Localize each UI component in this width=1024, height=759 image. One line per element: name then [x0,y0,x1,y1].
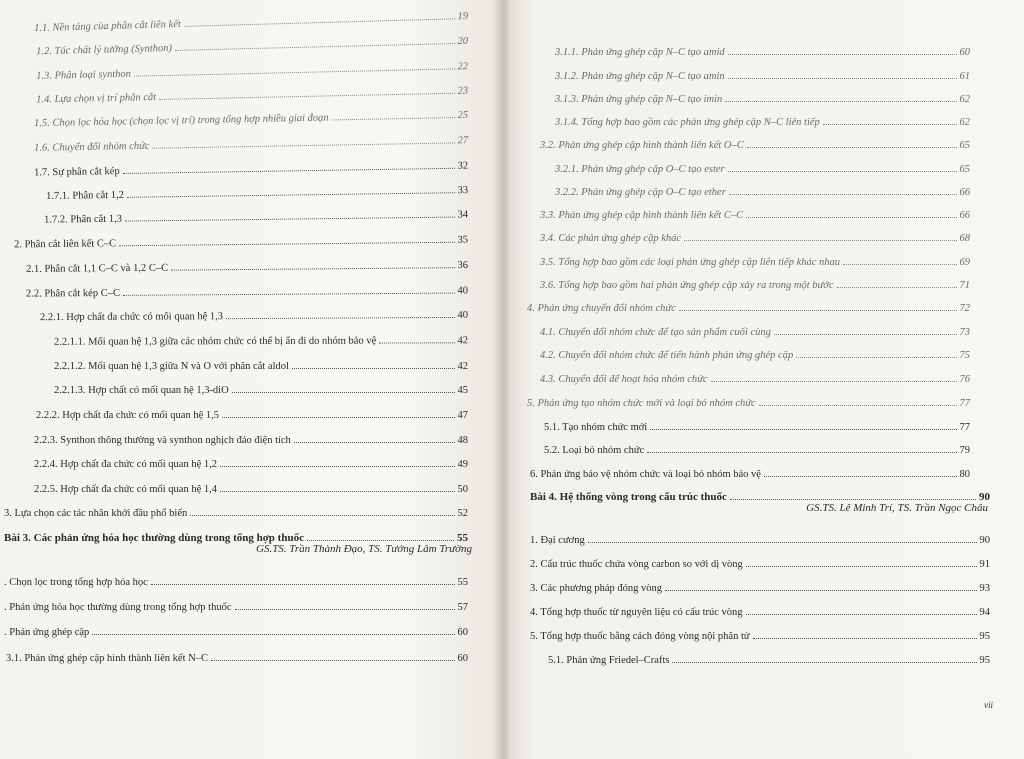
toc-entry: 3. Lựa chọn các tác nhân khởi đầu phổ biến 52 [4,508,468,519]
toc-entry: 2.2.2. Hợp chất đa chức có mối quan hệ 1,5 47 [36,410,468,421]
toc-entry: 2.2.1.3. Hợp chất có mối quan hệ 1,3-diO 45 [54,385,468,396]
toc-entry: 5. Phản ứng tạo nhóm chức mới và loại bỏ nhóm chức 77 [527,398,970,409]
toc-entry: . Phản ứng ghép cặp 60 [4,627,468,638]
page-number: vii [984,700,993,710]
toc-entry: 1.2. Tác chất lý tưởng (Synthon) 20 [36,35,469,58]
toc-entry: 2.2. Phân cắt kép C–C 40 [25,285,469,300]
toc-entry: 6. Phản ứng bảo vệ nhóm chức và loại bỏ nhóm bảo vệ 80 [530,469,970,480]
toc-entry: 4.2. Chuyển đổi nhóm chức để tiến hành phản ứng ghép cặp 75 [540,350,970,361]
toc-entry: 3.2.1. Phản ứng ghép cặp O–C tạo ester 65 [555,164,970,175]
toc-entry: 3. Các phương pháp đóng vòng 93 [530,583,990,594]
toc-entry: 1.4. Lựa chọn vị trí phân cắt 23 [36,85,469,106]
toc-entry: 2. Phân cắt liên kết C–C 35 [14,234,469,251]
toc-entry: 3.1.2. Phản ứng ghép cặp N–C tạo amin 61 [555,71,970,82]
toc-entry: 5. Tổng hợp thuốc bằng cách đóng vòng nội phân tử 95 [530,631,990,642]
toc-entry: 3.4. Các phản ứng ghép cặp khác 68 [540,233,970,244]
toc-chapter-entry: Bài 3. Các phản ứng hóa học thường dùng trong tổng hợp thuốc 55 [4,532,468,544]
book-gutter [493,0,511,759]
toc-entry: 2.2.1.1. Mối quan hệ 1,3 giữa các nhóm chức có thể bị ẩn đi do nhóm bảo vệ 42 [53,335,469,348]
toc-entry: 1.6. Chuyển đổi nhóm chức 27 [34,135,469,154]
toc-entry: 4. Phản ứng chuyển đổi nhóm chức 72 [527,303,970,314]
toc-entry: 4.1. Chuyển đổi nhóm chức để tạo sản phẩm cuối cùng 73 [540,327,970,338]
toc-entry: 3.6. Tổng hợp bao gồm hai phản ứng ghép cặp xảy ra trong một bước 71 [540,280,970,291]
toc-entry: 3.2.2. Phản ứng ghép cặp O–C tạo ether 66 [555,187,970,198]
toc-entry: 4.3. Chuyển đổi để hoạt hóa nhóm chức 76 [540,374,970,385]
toc-entry: 3.1.4. Tổng hợp bao gồm các phản ứng ghép cặp N–C liên tiếp 62 [555,117,970,128]
toc-entry: 1.1. Nền tảng của phân cắt liên kết 19 [34,10,469,35]
chapter-author: GS.TS. Lê Minh Trí, TS. Trần Ngọc Châu [806,502,988,514]
toc-entry: 2. Cấu trúc thuốc chứa vòng carbon so với dị vòng 91 [530,559,990,570]
toc-entry: 1.5. Chọn lọc hóa học (chọn lọc vị trí) trong tổng hợp nhiều giai đoạn 25 [34,109,469,130]
toc-entry: 2.1. Phân cắt 1,1 C–C và 1,2 C–C 36 [25,260,469,275]
toc-entry: 2.2.3. Synthon thông thường và synthon nghịch đảo điện tích 48 [34,435,468,446]
toc-entry: 3.5. Tổng hợp bao gồm các loại phản ứng ghép cặp liên tiếp khác nhau 69 [540,257,970,268]
toc-entry: 2.2.4. Hợp chất đa chức có mối quan hệ 1,2 49 [34,459,468,470]
toc-entry: 2.2.1. Hợp chất đa chức có mối quan hệ 1,3 40 [39,309,469,324]
toc-entry: 5.1. Phản ứng Friedel–Crafts 95 [548,655,990,666]
toc-entry: 1.7. Sự phân cắt kép 32 [34,160,469,179]
toc-entry: 3.3. Phản ứng ghép cặp hình thành liên kết C–C 66 [540,210,970,221]
toc-entry: 1. Đại cương 90 [530,535,990,546]
toc-entry: 3.1.3. Phản ứng ghép cặp N–C tạo imin 62 [555,94,970,105]
toc-entry: 1.7.1. Phân cắt 1,2 33 [46,185,469,202]
toc-entry: 3.1. Phản ứng ghép cặp hình thành liên kết N–C 60 [6,653,468,664]
toc-chapter-entry: Bài 4. Hệ thống vòng trong cấu trúc thuốc 90 [530,491,990,503]
toc-entry: 5.2. Loại bỏ nhóm chức 79 [544,445,970,456]
toc-entry: 5.1. Tạo nhóm chức mới 77 [544,422,970,433]
toc-entry: 3.1.1. Phản ứng ghép cặp N–C tạo amid 60 [555,47,970,58]
toc-entry: . Phản ứng hóa học thường dùng trong tổng hợp thuốc 57 [4,602,468,613]
toc-entry: 1.3. Phân loại synthon 22 [36,61,469,82]
toc-entry: 1.7.2. Phân cắt 1,3 34 [44,209,469,226]
toc-entry: 4. Tổng hợp thuốc từ nguyên liệu có cấu trúc vòng 94 [530,607,990,618]
toc-entry: 2.2.1.2. Mối quan hệ 1,3 giữa N và O với phân cắt aldol 42 [54,361,468,372]
toc-entry: . Chọn lọc trong tổng hợp hóa học 55 [4,577,468,588]
chapter-author: GS.TS. Trần Thành Đạo, TS. Tướng Lâm Trường [256,543,472,555]
toc-entry: 2.2.5. Hợp chất đa chức có mối quan hệ 1,4 50 [34,484,468,495]
toc-entry: 3.2. Phản ứng ghép cặp hình thành liên kết O–C 65 [540,140,970,151]
